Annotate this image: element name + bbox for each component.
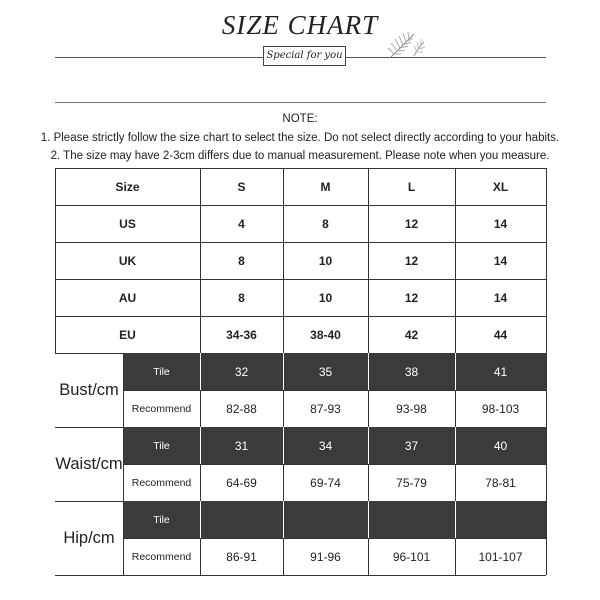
size-cell: 14 <box>493 253 508 268</box>
size-cell: 4 <box>238 216 245 231</box>
recommend-value: 86-91 <box>226 549 257 564</box>
table-rule <box>55 279 546 280</box>
tile-value: 40 <box>493 438 508 453</box>
table-column-rule <box>546 427 547 501</box>
table-rule <box>55 575 546 576</box>
table-column-rule <box>200 390 201 427</box>
size-cell: 12 <box>404 216 419 231</box>
tile-label: Tile <box>153 365 170 378</box>
recommend-value: 75-79 <box>396 475 427 490</box>
recommend-value: 98-103 <box>481 401 520 416</box>
recommend-value: 96-101 <box>392 549 431 564</box>
size-cell: 34-36 <box>226 327 257 342</box>
row-label-eu: EU <box>119 327 136 342</box>
tile-column-rule <box>368 427 369 464</box>
tile-label: Tile <box>153 439 170 452</box>
note-line-2: 2. The size may have 2-3cm differs due to manual measurement. Please note when you measure. <box>50 150 550 162</box>
tile-column-rule <box>455 353 456 390</box>
size-cell: 12 <box>404 253 419 268</box>
table-column-rule <box>123 353 124 427</box>
note-line-1: 1. Please strictly follow the size chart to select the size. Do not select directly according to your habits. <box>40 131 560 144</box>
size-cell: 14 <box>493 216 508 231</box>
tile-value: 41 <box>493 364 508 379</box>
size-header-l: L <box>407 179 416 194</box>
table-column-rule <box>455 464 456 501</box>
size-cell: 44 <box>493 327 508 342</box>
recommend-value: 93-98 <box>396 401 427 416</box>
size-cell: 38-40 <box>310 327 341 342</box>
table-column-rule <box>200 168 201 353</box>
tile-column-rule <box>455 501 456 538</box>
tile-value: 37 <box>404 438 419 453</box>
tile-value <box>200 501 283 538</box>
size-cell: 10 <box>318 253 333 268</box>
table-column-rule <box>200 538 201 575</box>
size-header-size: Size <box>115 179 140 194</box>
measure-label: Hip/cm <box>63 528 115 547</box>
recommend-label: Recommend <box>131 476 192 489</box>
measure-label: Bust/cm <box>59 380 119 399</box>
table-column-rule <box>368 538 369 575</box>
tile-value: 32 <box>234 364 249 379</box>
tile-value <box>368 501 455 538</box>
row-label-au: AU <box>118 290 137 305</box>
tile-column-rule <box>455 427 456 464</box>
size-cell: 14 <box>493 290 508 305</box>
table-rule <box>123 390 546 391</box>
table-column-rule <box>546 168 547 353</box>
tile-value: 38 <box>404 364 419 379</box>
table-rule <box>55 205 546 206</box>
size-cell: 8 <box>238 253 245 268</box>
recommend-value: 101-107 <box>478 549 523 564</box>
tile-value: 31 <box>234 438 249 453</box>
size-cell: 10 <box>318 290 333 305</box>
table-column-rule <box>455 168 456 353</box>
table-column-rule <box>546 353 547 427</box>
tile-column-rule <box>283 501 284 538</box>
table-rule <box>55 168 546 169</box>
recommend-label: Recommend <box>131 402 192 415</box>
table-column-rule <box>455 390 456 427</box>
tile-column-rule <box>200 353 201 390</box>
tile-column-rule <box>200 501 201 538</box>
table-column-rule <box>283 390 284 427</box>
table-column-rule <box>123 501 124 575</box>
table-column-rule <box>283 168 284 353</box>
page-title: SIZE CHART <box>221 10 379 40</box>
table-rule <box>123 538 546 539</box>
tile-column-rule <box>200 427 201 464</box>
table-rule <box>55 316 546 317</box>
table-column-rule <box>283 464 284 501</box>
table-column-rule <box>546 501 547 575</box>
tile-value: 34 <box>318 438 333 453</box>
recommend-value: 82-88 <box>226 401 257 416</box>
size-cell: 12 <box>404 290 419 305</box>
table-column-rule <box>368 464 369 501</box>
size-header-xl: XL <box>492 179 509 194</box>
size-cell: 8 <box>238 290 245 305</box>
table-column-rule <box>200 464 201 501</box>
table-column-rule <box>123 427 124 501</box>
tile-label: Tile <box>153 513 170 526</box>
tile-value <box>455 501 546 538</box>
size-cell: 8 <box>322 216 329 231</box>
recommend-value: 69-74 <box>310 475 341 490</box>
tile-column-rule <box>368 501 369 538</box>
row-label-uk: UK <box>118 253 137 268</box>
table-column-rule <box>455 538 456 575</box>
note-heading: NOTE: <box>282 113 318 125</box>
table-column-rule <box>283 538 284 575</box>
tile-column-rule <box>283 353 284 390</box>
recommend-value: 87-93 <box>310 401 341 416</box>
size-header-s: S <box>237 179 246 194</box>
tile-column-rule <box>283 427 284 464</box>
tile-value: 35 <box>318 364 333 379</box>
tile-value <box>283 501 368 538</box>
table-column-rule <box>368 390 369 427</box>
table-column-rule <box>368 168 369 353</box>
row-label-us: US <box>119 216 136 231</box>
recommend-value: 91-96 <box>310 549 341 564</box>
measure-label: Waist/cm <box>55 454 123 473</box>
tile-column-rule <box>368 353 369 390</box>
size-header-m: M <box>320 179 331 194</box>
table-rule <box>123 464 546 465</box>
size-cell: 42 <box>404 327 419 342</box>
recommend-value: 64-69 <box>226 475 257 490</box>
special-badge: Special for you <box>263 46 346 66</box>
table-rule <box>55 242 546 243</box>
table-column-rule <box>55 168 56 353</box>
recommend-value: 78-81 <box>485 475 516 490</box>
recommend-label: Recommend <box>131 550 192 563</box>
